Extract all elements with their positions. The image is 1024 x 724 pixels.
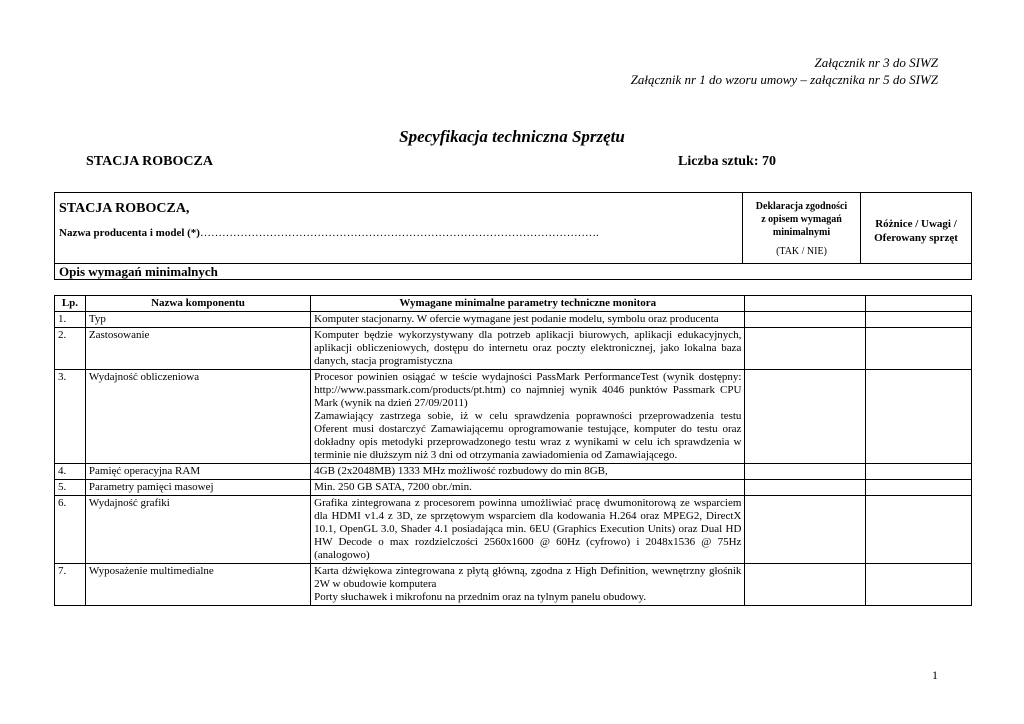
annex-line-2: Załącznik nr 1 do wzoru umowy – załącznika nr 5 do SIWZ — [630, 72, 938, 87]
row-declaration-cell[interactable] — [745, 564, 866, 606]
table-header-row — [55, 296, 972, 312]
table-row — [55, 464, 972, 480]
row-differences-cell[interactable] — [866, 328, 972, 370]
declaration-line-2: z opisem wymagań — [761, 214, 842, 225]
row-declaration-cell[interactable] — [745, 480, 866, 496]
row-parameters — [311, 480, 745, 496]
row-parameters — [311, 464, 745, 480]
row-differences-cell[interactable] — [866, 370, 972, 464]
declaration-line-1: Deklaracja zgodności — [755, 201, 848, 212]
row-lp: 2. — [55, 328, 86, 370]
declaration-header — [743, 193, 861, 263]
table-row — [55, 496, 972, 564]
producer-dots: ………………………………………………………………………………………………. — [199, 227, 599, 239]
row-lp: 4. — [55, 464, 86, 480]
table-row — [55, 480, 972, 496]
device-main-cell — [55, 193, 743, 263]
declaration-line-3: minimalnymi — [772, 227, 831, 238]
producer-model-field[interactable] — [59, 227, 599, 239]
param-text: 4GB (2x2048MB) 1333 MHz możliwość rozbudowy do min 8GB, — [314, 465, 608, 477]
param-text: Komputer stacjonarny. W ofercie wymagane jest podanie modelu, symbolu oraz producenta — [314, 313, 719, 325]
row-lp: 6. — [55, 496, 86, 564]
device-heading: STACJA ROBOCZA, — [59, 201, 190, 216]
row-declaration-cell[interactable] — [745, 496, 866, 564]
document-title: Specyfikacja techniczna Sprzętu — [399, 127, 625, 146]
row-parameters — [311, 370, 745, 464]
row-lp: 3. — [55, 370, 86, 464]
row-lp: 7. — [55, 564, 86, 606]
table-row — [55, 328, 972, 370]
row-component: Parametry pamięci masowej — [85, 480, 310, 496]
row-component: Pamięć operacyjna RAM — [85, 464, 310, 480]
row-declaration-cell[interactable] — [745, 464, 866, 480]
row-differences-cell[interactable] — [866, 564, 972, 606]
table-row — [55, 370, 972, 464]
param-text: Min. 250 GB SATA, 7200 obr./min. — [314, 481, 472, 493]
row-lp: 1. — [55, 312, 86, 328]
param-text: Porty słuchawek i mikrofonu na przednim oraz na tylnym panelu obudowy. — [314, 591, 647, 603]
page-number: 1 — [932, 668, 938, 682]
row-component: Zastosowanie — [85, 328, 310, 370]
header-component: Nazwa komponentu — [85, 296, 310, 312]
row-component: Wyposażenie multimedialne — [85, 564, 310, 606]
table-row — [55, 564, 972, 606]
param-text: Procesor powinien osiągać w teście wydajności PassMark PerformanceTest (wynik dostępny: http://www.passmark.com/products/pt.htm) co najmniej wynik 4046 punktów Passmark CPU Mark (wynik na dzień 27/09/2011) — [314, 371, 742, 409]
row-parameters — [311, 312, 745, 328]
row-component: Typ — [85, 312, 310, 328]
device-name: STACJA ROBOCZA — [86, 154, 213, 169]
table-row — [55, 312, 972, 328]
header-parameters: Wymagane minimalne parametry techniczne monitora — [311, 296, 745, 312]
row-declaration-cell[interactable] — [745, 328, 866, 370]
row-differences-cell[interactable] — [866, 312, 972, 328]
row-parameters — [311, 328, 745, 370]
row-declaration-cell[interactable] — [745, 370, 866, 464]
requirements-label: Opis wymagań minimalnych — [55, 263, 971, 280]
row-declaration-cell[interactable] — [745, 312, 866, 328]
differences-line-1: Różnice / Uwagi / — [875, 218, 957, 230]
param-text: Komputer będzie wykorzystywany dla potrzeb aplikacji biurowych, aplikacji edukacyjnych, aplikacji obliczeniowych, dostępu do internetu oraz poczty elektronicznej, jako lokalna baza danych, stacja programistyczna — [314, 329, 742, 367]
quantity: Liczba sztuk: 70 — [678, 154, 776, 169]
row-component: Wydajność grafiki — [85, 496, 310, 564]
spec-table — [54, 295, 972, 606]
row-differences-cell[interactable] — [866, 480, 972, 496]
param-text: Zamawiający zastrzega sobie, iż w celu sprawdzenia poprawności przeprowadzenia testu Oferent musi dostarczyć Zamawiającemu oprogramowanie testujące, komputer do testu oraz dokładny opis metodyki przeprowadzonego testu wraz z wynikami w celu ich sprawdzenia w terminie nie dłuższym niż 3 dni od otrzymania zawiadomienia od Zamawiającego. — [314, 410, 742, 461]
row-parameters — [311, 564, 745, 606]
header-lp: Lp. — [55, 296, 86, 312]
row-component: Wydajność obliczeniowa — [85, 370, 310, 464]
row-parameters — [311, 496, 745, 564]
row-differences-cell[interactable] — [866, 464, 972, 480]
param-text: Karta dźwiękowa zintegrowana z płytą główną, zgodna z High Definition, wewnętrzny głośnik 2W w obudowie komputera — [314, 565, 742, 590]
header-differences — [866, 296, 972, 312]
row-differences-cell[interactable] — [866, 496, 972, 564]
row-lp: 5. — [55, 480, 86, 496]
annex-line-1: Załącznik nr 3 do SIWZ — [814, 55, 938, 70]
header-declaration — [745, 296, 866, 312]
declaration-options: (TAK / NIE) — [776, 246, 827, 257]
differences-header — [861, 193, 971, 263]
param-text: Grafika zintegrowana z procesorem powinna umożliwiać pracę dwumonitorową ze wsparciem dla HDMI v1.4 z 3D, ze sprzętowym wsparciem dla kodowania H.264 oraz MPEG2, DirectX 10.1, OpenGL 3.0, Shader 4.1 posiadająca min. 6EU (Graphics Execution Units) oraz Dual HD HW Decode o max rozdzielczości 2560x1600 @ 60Hz (cyfrowo) i 2048x1536 @ 75Hz (analogowo) — [314, 497, 742, 561]
device-header-box — [54, 192, 972, 280]
producer-label: Nazwa producenta i model (*) — [59, 227, 200, 239]
differences-line-2: Oferowany sprzęt — [874, 232, 958, 244]
